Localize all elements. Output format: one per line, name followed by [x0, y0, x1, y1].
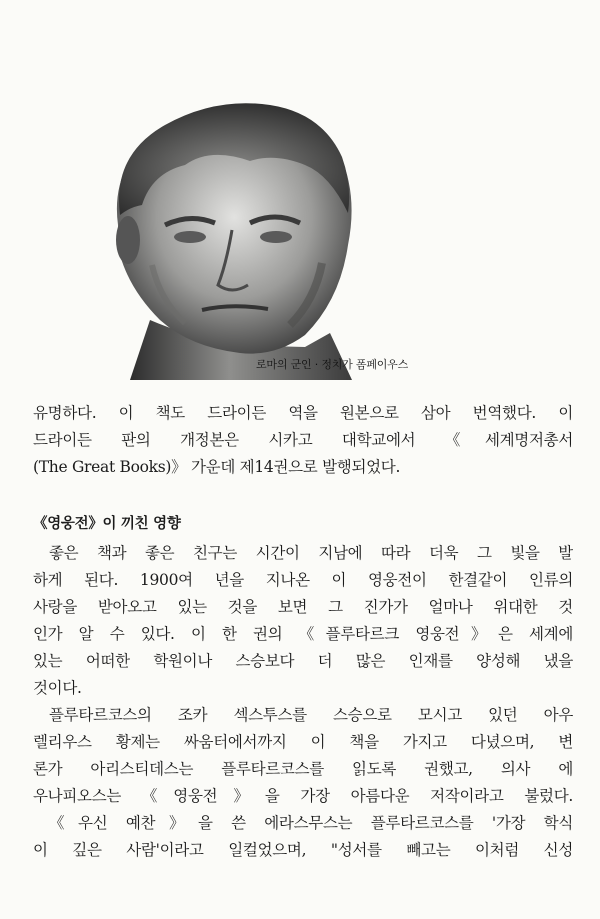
- text-line: (The Great Books)》 가운데 제14권으로 발행되었다.: [33, 458, 401, 476]
- text-line: 론가 아리스티데스는 플루타르코스를 읽도록 권했고, 의사 에: [33, 760, 573, 778]
- text-line: 드라이든 판의 개정본은 시카고 대학교에서 《세계명저총서: [33, 431, 573, 449]
- section-heading: 《영웅전》이 끼친 영향: [33, 516, 181, 532]
- text-line: 좋은 책과 좋은 친구는 시간이 지남에 따라 더욱 그 빛을 발: [49, 544, 573, 562]
- text-line: 우나피오스는 《영웅전》을 가장 아름다운 저작이라고 불렀다.: [33, 787, 573, 805]
- text-line: 사랑을 받아오고 있는 것을 보면 그 진가가 얼마나 위대한 것: [33, 598, 573, 616]
- paragraph-2: [33, 540, 573, 864]
- figure-caption: 로마의 군인 · 정치가 폼페이우스: [256, 358, 409, 371]
- text-line: 있는 어떠한 학원이나 스승보다 더 많은 인재를 양성해 냈을: [33, 652, 573, 670]
- text-line: 인가 알 수 있다. 이 한 권의 《플루타르크 영웅전》은 세계에: [33, 625, 573, 643]
- text-line: 유명하다. 이 책도 드라이든 역을 원본으로 삼아 번역했다. 이: [33, 404, 573, 422]
- pompey-bust-image: [90, 95, 420, 380]
- bust-illustration: [90, 95, 420, 380]
- text-line: 플루타르코스의 조카 섹스투스를 스승으로 모시고 있던 아우: [49, 706, 573, 724]
- text-line: 하게 된다. 1900여 년을 지나온 이 영웅전이 한결같이 인류의: [33, 571, 573, 589]
- text-line: 《우신 예찬》을 쓴 에라스무스는 플루타르코스를 '가장 학식: [49, 814, 573, 832]
- text-line: 이 깊은 사람'이라고 일컬었으며, "성서를 빼고는 이처럼 신성: [33, 841, 573, 859]
- text-line: 렐리우스 황제는 싸움터에서까지 이 책을 가지고 다녔으며, 변: [33, 733, 573, 751]
- text-line: 것이다.: [33, 679, 82, 697]
- paragraph-1: [33, 400, 573, 481]
